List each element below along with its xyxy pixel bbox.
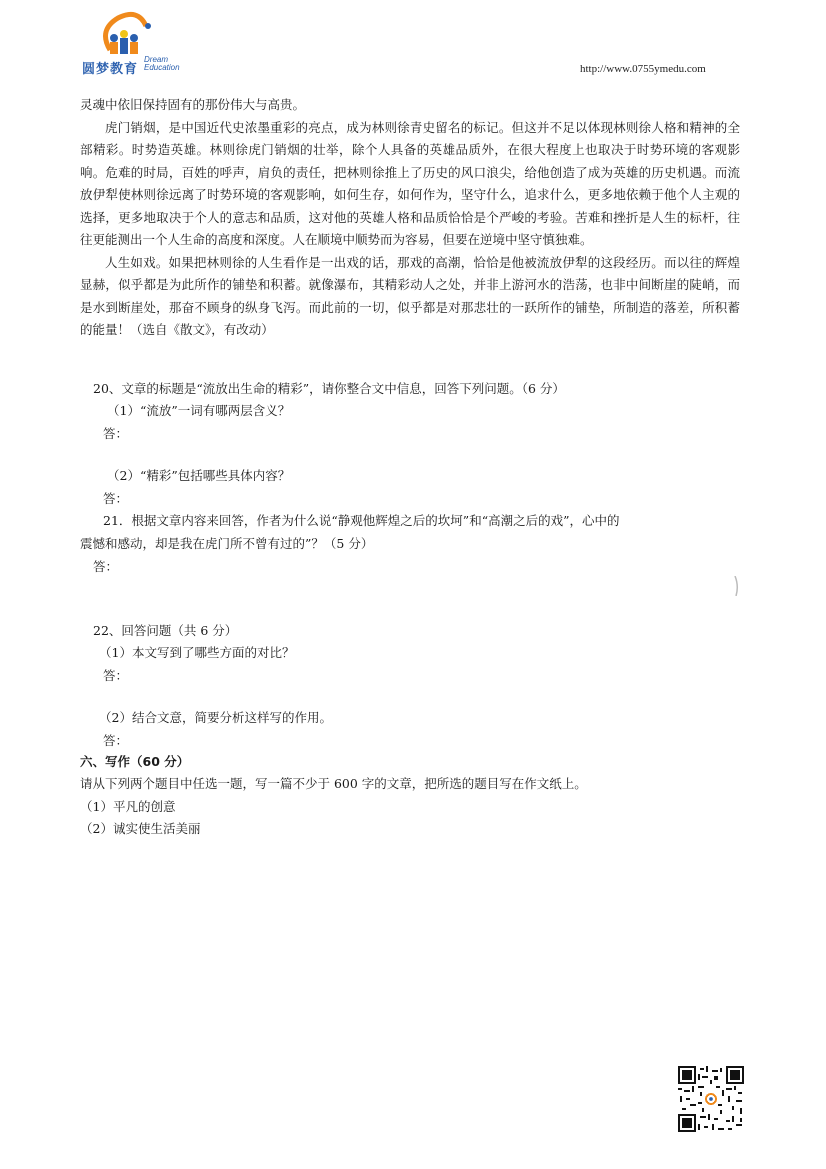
- answer-label: 答：: [103, 491, 129, 506]
- question-20-2: （2）“精彩”包括哪些具体内容？: [107, 468, 291, 483]
- question-20: 20、文章的标题是“流放出生命的精彩”，请你整合文中信息，回答下列问题。（6 分）: [93, 381, 565, 396]
- logo-english-text: Dream Education: [144, 55, 180, 72]
- article-paragraph: 人生如戏。如果把林则徐的人生看作是一出戏的话，那戏的高潮，恰恰是他被流放伊犁的这段经历。而以往的辉煌显赫，似乎都是为此所作的铺垫和积蓄。就像瀑布，其精彩动人之处，并非上游河水的浩荡，也非中间断崖的陡峭，而是水到断崖处，那奋不顾身的纵身飞泻。而此前的一切，似乎都是对那悲壮的一跃所作的铺垫，所制造的落差，所积蓄的能量！（选自《散文》，有改动）: [80, 254, 740, 337]
- article-body: [80, 94, 740, 342]
- answer-label: 答：: [103, 668, 129, 683]
- article-paragraph: 虎门销烟，是中国近代史浓墨重彩的亮点，成为林则徐青史留名的标记。但这并不足以体现林则徐人格和精神的全部精彩。时势造英雄。林则徐虎门销烟的壮举，除个人具备的英雄品质外，在很大程度上也取决于时势环境的客观影响。危难的时局，百姓的呼声，肩负的责任，把林则徐推上了历史的风口浪尖，给他创造了成为英雄的历史机遇。而流放伊犁使林则徐远离了时势环境的客观影响，如何生存，如何作为，坚守什么，追求什么，更多地依赖于他个人主观的选择，更多地取决于个人的意志和品质，这对他的英雄人格和品质恰恰是个严峻的考验。苦难和挫折是人生的标杆，往往更能测出一个人生命的高度和深度。人在顺境中顺势而为容易，但要在逆境中坚守慎独难。: [80, 119, 740, 247]
- question-22-1: （1）本文写到了哪些方面的对比？: [99, 645, 295, 660]
- answer-label: 答：: [103, 733, 129, 748]
- writing-topic-1: （1）平凡的创意: [80, 799, 176, 814]
- answer-label: 答：: [103, 426, 129, 441]
- scan-mark-icon: [734, 576, 739, 596]
- writing-heading: 六、写作（60 分）: [80, 754, 190, 769]
- header-url: http://www.0755ymedu.com: [580, 63, 706, 75]
- writing-instruction: 请从下列两个题目中任选一题，写一篇不少于 600 字的文章，把所选的题目写在作文纸上。: [80, 776, 587, 791]
- question-21-cont: 震憾和感动，却是我在虎门所不曾有过的”？（5 分）: [80, 536, 374, 551]
- question-22: 22、回答问题（共 6 分）: [93, 623, 238, 638]
- answer-label: 答：: [93, 559, 119, 574]
- question-20-1: （1）“流放”一词有哪两层含义？: [107, 403, 291, 418]
- qr-code-icon: [678, 1066, 744, 1132]
- article-paragraph: 灵魂中依旧保持固有的那份伟大与高贵。: [80, 97, 306, 112]
- writing-topic-2: （2）诚实使生活美丽: [80, 821, 201, 836]
- question-21: 21．根据文章内容来回答，作者为什么说“静观他辉煌之后的坎坷”和“高潮之后的戏”，心中的: [103, 513, 620, 528]
- question-22-2: （2）结合文意，简要分析这样写的作用。: [99, 710, 332, 725]
- logo-mark-icon: [80, 10, 190, 60]
- logo-text: 圆梦教育: [82, 62, 139, 77]
- logo: [80, 10, 190, 76]
